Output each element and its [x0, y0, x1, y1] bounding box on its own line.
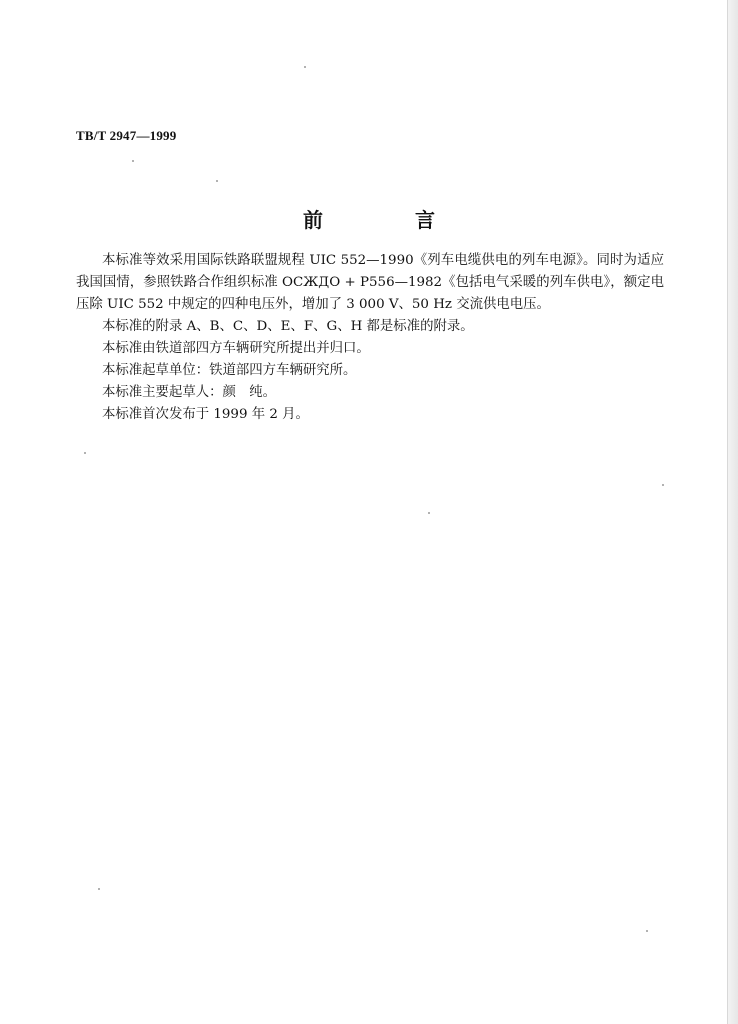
- page-title: 前 言: [303, 208, 471, 232]
- scan-speck: [304, 66, 306, 68]
- scan-speck: [428, 512, 430, 514]
- paragraph-drafting-unit: 本标准起草单位：铁道部四方车辆研究所。: [102, 363, 357, 378]
- page-edge: [727, 0, 738, 1024]
- document-body: [76, 250, 664, 426]
- scan-speck: [646, 930, 648, 932]
- paragraph-adoption: 本标准等效采用国际铁路联盟规程 UIC 552—1990《列车电缆供电的列车电源》。同时为适应我国国情，参照铁路合作组织标准 ОСЖДО + Р556—1982《包括电气采暖的列车供电》，额定电压除 UIC 552 中规定的四种电压外，增加了 3 000 V、50 Hz 交流供电电压。: [76, 253, 664, 312]
- paragraph-first-published: 本标准首次发布于 1999 年 2 月。: [102, 407, 309, 422]
- scan-speck: [132, 160, 134, 162]
- paragraph-drafter: 本标准主要起草人：颜 纯。: [102, 385, 277, 400]
- scan-speck: [84, 452, 86, 454]
- scan-speck: [216, 180, 218, 182]
- scan-speck: [662, 484, 664, 486]
- paragraph-proposer: 本标准由铁道部四方车辆研究所提出并归口。: [102, 341, 370, 356]
- paragraph-appendices: 本标准的附录 A、B、C、D、E、F、G、H 都是标准的附录。: [102, 319, 474, 334]
- scan-speck: [98, 888, 100, 890]
- standard-code: TB/T 2947—1999: [76, 128, 177, 143]
